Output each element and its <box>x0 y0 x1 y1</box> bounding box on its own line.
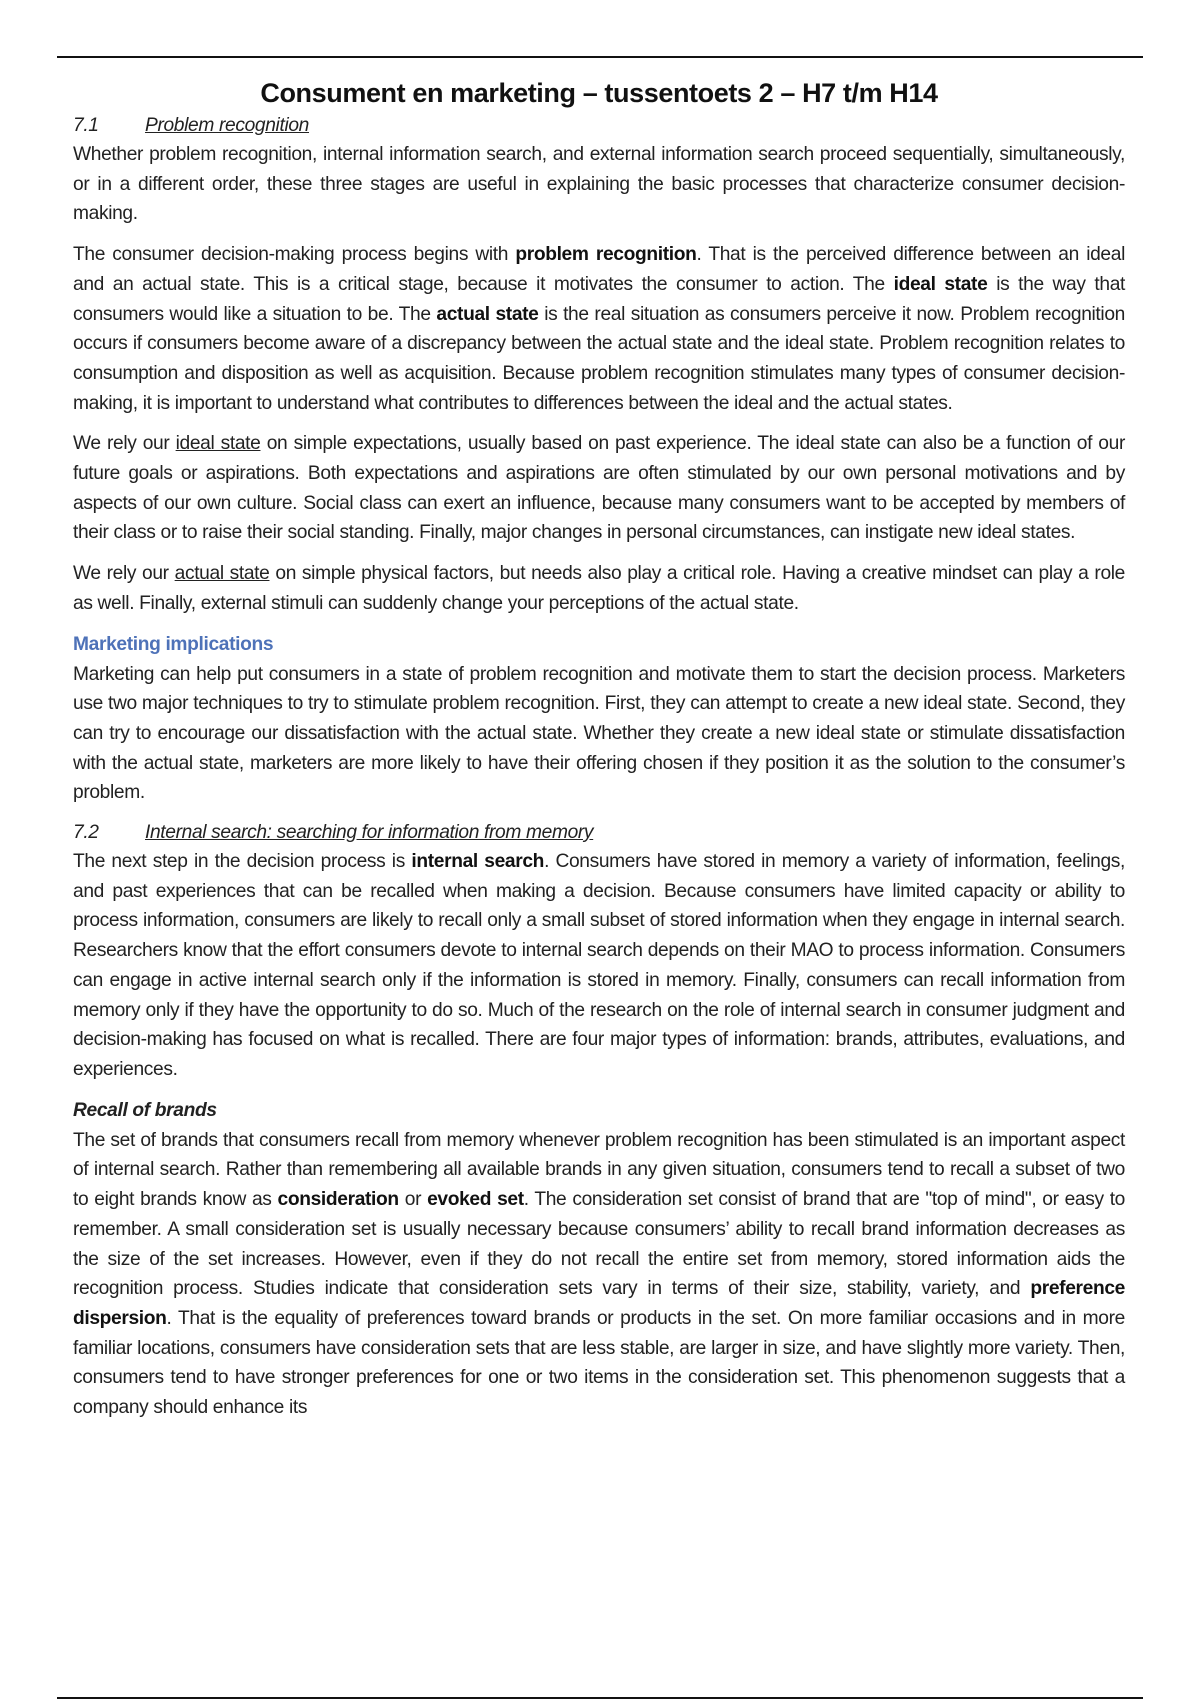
marketing-implications-heading: Marketing implications <box>73 633 274 655</box>
paragraph <box>73 1126 1125 1423</box>
term-ideal-state: ideal state <box>893 273 988 295</box>
text-run: or <box>398 1189 428 1211</box>
text-run: is the way that consumers would like a situation to be. The <box>73 273 1126 325</box>
section-heading-7-2 <box>73 819 1125 847</box>
section-title: Internal search: searching for information from memory <box>145 822 594 844</box>
header-rule <box>57 56 1143 58</box>
underlined-term: actual state <box>174 563 270 585</box>
underlined-term: ideal state <box>175 433 261 455</box>
text-run: The set of brands that consumers recall from memory whenever problem recognition has been stimulated is an important aspect of internal search. Rather than remembering all available brands in any given situation, consumers tend to recall a subset of two to eight brands know as <box>73 1129 1125 1211</box>
text-run: We rely our <box>73 563 175 585</box>
paragraph <box>73 429 1125 548</box>
text-run: The consumer decision-making process begins with <box>73 244 516 266</box>
text-run: on simple physical factors, but needs also play a critical role. Having a creative mindset can play a role as well. Finally, external stimuli can suddenly change your perceptions of the actual state. <box>73 563 1125 614</box>
term-internal-search: internal search <box>411 851 545 873</box>
paragraph <box>73 847 1125 1085</box>
section-number: 7.2 <box>73 822 99 844</box>
text-run: We rely our <box>73 433 176 455</box>
term-consideration: consideration <box>277 1189 399 1211</box>
text-run: on simple expectations, usually based on past experience. The ideal state can also be a function of our future goals or aspirations. Both expectations and aspirations are often stimulated by our own personal motivations and by aspects of our own culture. Social class can exert an influence, because many consumers want to be accepted by members of their class or to raise their social standing. Finally, major changes in personal circumstances, can instigate new ideal states. <box>73 433 1125 544</box>
term-evoked-set: evoked set <box>427 1189 524 1211</box>
text-run: . Consumers have stored in memory a variety of information, feelings, and past experiences that can be recalled when making a decision. Because consumers have limited capacity or ability to process information, consumers are likely to recall only a small subset of stored information when they engage in internal search. Researchers know that the effort consumers devote to internal search depends on their MAO to process information. Consumers can engage in active internal search only if the information is stored in memory. Finally, consumers can recall information from memory only if they have the opportunity to do so. Much of the research on the role of internal search in consumer judgment and decision-making has focused on what is recalled. There are four major types of information: brands, attributes, evaluations, and experiences. <box>73 851 1125 1080</box>
term-problem-recognition: problem recognition <box>515 244 697 266</box>
section-title: Problem recognition <box>145 115 309 136</box>
paragraph <box>73 240 1125 418</box>
term-preference-dispersion: preference dispersion <box>73 1278 1125 1329</box>
document-body <box>73 74 1125 1434</box>
section-heading-7-1 <box>73 112 1125 140</box>
paragraph: Whether problem recognition, internal information search, and external information search proceed sequentially, simultaneously, or in a different order, these three stages are useful in explaining the basic processes that characterize consumer decision-making. <box>73 144 1125 225</box>
paragraph: Marketing can help put consumers in a state of problem recognition and motivate them to start the decision process. Marketers use two major techniques to try to stimulate problem recognition. First, they can attempt to create a new ideal state. Second, they can try to encourage our dissatisfaction with the actual state. Whether they create a new ideal state or stimulate dissatisfaction with the actual state, marketers are more likely to have their offering chosen if they position it as the solution to the consumer’s problem. <box>73 663 1125 804</box>
text-run: . That is the equality of preferences toward brands or products in the set. On more familiar occasions and in more familiar locations, consumers have consideration sets that are less stable, are larger in size, and have slightly more variety. Then, consumers tend to have stronger preferences for one or two items in the consideration set. This phenomenon suggests that a company should enhance its <box>73 1307 1125 1419</box>
text-run: The next step in the decision process is <box>73 851 412 873</box>
text-run: is the real situation as consumers perceive it now. Problem recognition occurs if consumers become aware of a discrepancy between the actual state and the ideal state. Problem recognition relates to consumption and disposition as well as acquisition. Because problem recognition stimulates many types of consumer decision-making, it is important to understand what contributes to differences between the ideal and the actual states. <box>73 303 1125 414</box>
term-actual-state: actual state <box>436 303 539 325</box>
text-run: . That is the perceived difference between an ideal and an actual state. This is a critical stage, because it motivates the consumer to action. The <box>73 244 1125 295</box>
text-run: . The consideration set consist of brand that are "top of mind", or easy to remember. A small consideration set is usually necessary because consumers’ ability to recall brand information decreases as the size of the set increases. However, even if they do not recall the entire set from memory, stored information aids the recognition process. Studies indicate that consideration sets vary in terms of their size, stability, variety, and <box>73 1189 1125 1300</box>
footer-rule <box>57 1697 1143 1699</box>
document-title: Consument en marketing – tussentoets 2 – H7 t/m H14 <box>260 78 938 108</box>
section-number: 7.1 <box>73 115 99 136</box>
recall-of-brands-heading: Recall of brands <box>73 1099 217 1121</box>
paragraph <box>73 559 1125 618</box>
